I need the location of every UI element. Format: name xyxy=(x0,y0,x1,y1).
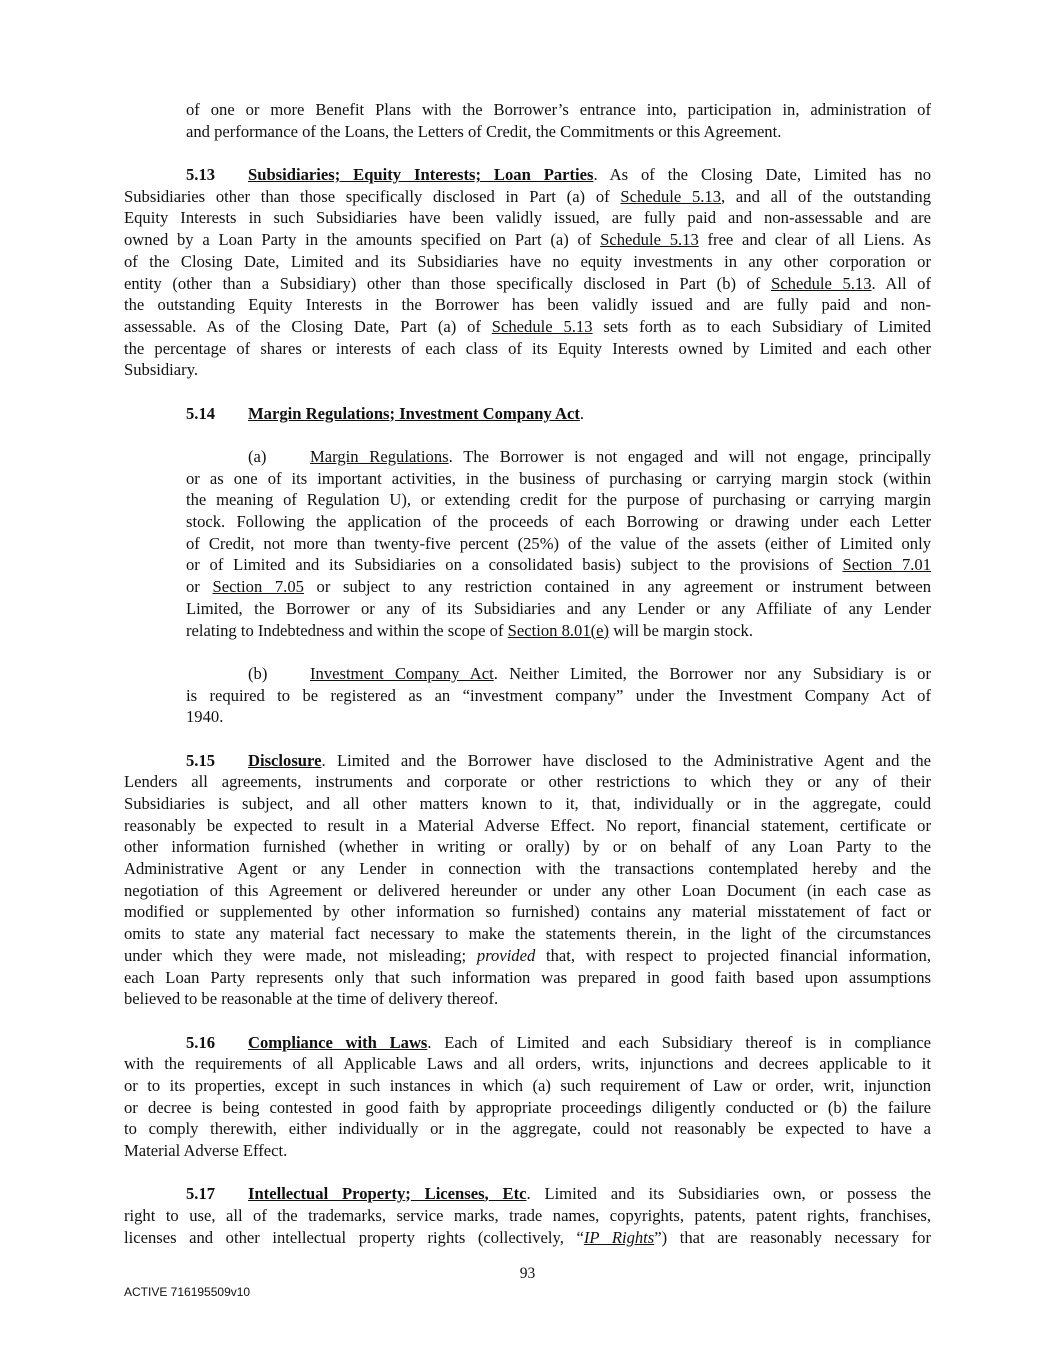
text-segment: stock. Following the application of the proceeds of each Borrowing or drawing under each Letter xyxy=(186,512,931,532)
text-segment: Subsidiaries other than those specifically disclosed in Part (a) of xyxy=(124,186,621,206)
section-513 xyxy=(124,164,931,381)
text-segment: omits to state any material fact necessary to make the statements therein, in the light of the circumstances xyxy=(124,924,931,944)
text-line xyxy=(124,836,931,858)
text-line xyxy=(124,1140,931,1162)
section-heading: Compliance with Laws xyxy=(248,1032,428,1052)
text-line xyxy=(124,945,931,967)
text-line xyxy=(186,554,931,576)
text-segment: Equity Interests in such Subsidiaries have been validly issued, are fully paid and non-assessable and are xyxy=(124,208,931,228)
text-segment: . All of xyxy=(871,273,931,293)
text-segment: sets forth as to each Subsidiary of Limited xyxy=(592,316,931,336)
text-line xyxy=(186,533,931,555)
text-line xyxy=(124,338,931,360)
text-segment: 1940. xyxy=(186,707,224,727)
section-514 xyxy=(124,403,931,425)
text-line xyxy=(186,620,931,642)
text-segment: . As of the Closing Date, Limited has no xyxy=(593,165,931,185)
text-segment: under which they were made, not misleading; xyxy=(124,945,477,965)
cross-reference: Section 7.05 xyxy=(212,577,304,597)
text-segment: reasonably be expected to result in a Material Adverse Effect. No report, financial statement, certificate or xyxy=(124,815,931,835)
text-segment: believed to be reasonable at the time of delivery thereof. xyxy=(124,989,499,1009)
text-line xyxy=(124,771,931,793)
text-segment: free and clear of all Liens. As xyxy=(698,230,932,250)
text-segment: provided xyxy=(476,945,536,965)
text-segment: the outstanding Equity Interests in the Borrower has been validly issued and are fully paid and non- xyxy=(124,295,931,315)
text-segment: of Credit, not more than twenty-five percent (25%) of the value of the assets (either of Limited only xyxy=(186,533,931,553)
text-segment: to comply therewith, either individually or in the aggregate, could not reasonably be expected to have a xyxy=(124,1119,931,1139)
section-a xyxy=(186,446,931,641)
text-segment: Administrative Agent or any Lender in connection with the transactions contemplated hereby and the xyxy=(124,859,931,879)
cross-reference: Margin Regulations xyxy=(310,447,449,466)
text-segment: Subsidiaries is subject, and all other matters known to it, that, individually or in the aggregate, could xyxy=(124,794,931,813)
text-segment: Material Adverse Effect. xyxy=(124,1141,288,1160)
cross-reference: Schedule 5.13 xyxy=(491,316,593,336)
text-line xyxy=(124,858,931,880)
text-segment: with the requirements of all Applicable Laws and all orders, writs, injunctions and decrees applicable to it xyxy=(124,1054,931,1074)
text-segment: or as one of its important activities, in the business of purchasing or carrying margin stock (within xyxy=(186,468,931,488)
section-heading: Subsidiaries; Equity Interests; Loan Parties xyxy=(248,165,594,185)
section-heading: Disclosure xyxy=(248,750,322,770)
text-line xyxy=(124,923,931,945)
text-line xyxy=(124,750,931,772)
text-line xyxy=(124,988,931,1010)
text-line xyxy=(124,207,931,229)
text-segment: or xyxy=(186,577,213,597)
section-b xyxy=(186,663,931,728)
text-line xyxy=(124,273,931,295)
section-heading: Intellectual Property xyxy=(248,1184,406,1204)
section-number: 5.17 xyxy=(186,1184,216,1204)
cross-reference: Section 8.01(e) xyxy=(507,620,610,640)
text-line xyxy=(124,1053,931,1075)
text-segment: ; xyxy=(389,403,396,423)
text-segment: will be margin stock. xyxy=(609,620,753,640)
text-segment: negotiation of this Agreement or delivered hereunder or under any other Loan Document (in each case as xyxy=(124,880,931,900)
text-segment: ; xyxy=(405,1184,411,1204)
text-segment: Subsidiary. xyxy=(124,360,199,380)
text-segment: each Loan Party represents only that such information was prepared in good faith based upon assumptions xyxy=(124,967,931,987)
section-515 xyxy=(124,750,931,1010)
text-segment: ”) that are reasonably necessary for xyxy=(654,1227,931,1247)
section-number: (b) xyxy=(248,663,268,683)
text-segment: other information furnished (whether in writing or orally) by or on behalf of any Loan Party to the xyxy=(124,837,931,857)
document-id-footer: ACTIVE 716195509v10 xyxy=(124,1285,251,1299)
text-segment: . Each of Limited and each Subsidiary thereof is in compliance xyxy=(427,1032,932,1052)
text-line xyxy=(124,880,931,902)
text-line xyxy=(186,511,931,533)
text-line xyxy=(124,294,931,316)
text-line xyxy=(124,793,931,815)
text-line xyxy=(186,706,931,728)
section-heading: Licenses xyxy=(410,1184,485,1204)
text-segment: relating to Indebtedness and within the scope of xyxy=(186,620,508,640)
text-line xyxy=(124,359,931,381)
text-segment: or of Limited and its Subsidiaries on a consolidated basis) subject to the provisions of xyxy=(186,555,843,575)
section-number: 5.13 xyxy=(186,165,216,185)
text-line xyxy=(186,663,931,685)
document-body xyxy=(124,99,931,1270)
section-number: 5.15 xyxy=(186,750,216,770)
text-line xyxy=(186,576,931,598)
text-segment: that, with respect to projected financial information, xyxy=(535,945,931,965)
text-line xyxy=(124,229,931,251)
text-line xyxy=(186,99,931,121)
text-segment: or decree is being contested in good faith by appropriate proceedings diligently conducted or (b) the failure xyxy=(124,1097,931,1117)
text-segment: entity (other than a Subsidiary) other than those specifically disclosed in Part (b) of xyxy=(124,273,772,293)
text-segment: right to use, all of the trademarks, service marks, trade names, copyrights, patents, patent rights, franchises, xyxy=(124,1206,931,1226)
text-line xyxy=(186,598,931,620)
text-segment: is required to be registered as an “investment company” under the Investment Company Act of xyxy=(186,685,931,705)
page-number: 93 xyxy=(519,1265,536,1282)
section-516 xyxy=(124,1032,931,1162)
text-segment: Lenders all agreements, instruments and corporate or other restrictions to which they or any of their xyxy=(124,772,931,792)
text-line xyxy=(124,815,931,837)
text-segment: or to its properties, except in such instances in which (a) such requirement of Law or order, writ, injunction xyxy=(124,1075,931,1095)
text-segment: . The Borrower is not engaged and will not engage, principally xyxy=(448,447,931,466)
text-segment: assessable. As of the Closing Date, Part (a) of xyxy=(124,316,492,336)
text-line xyxy=(124,316,931,338)
text-segment: or subject to any restriction contained in any agreement or instrument between xyxy=(303,577,932,597)
cross-reference: Schedule 5.13 xyxy=(771,273,872,293)
text-segment: owned by a Loan Party in the amounts specified on Part (a) of xyxy=(124,230,601,250)
text-line xyxy=(186,489,931,511)
section-number: 5.16 xyxy=(186,1032,216,1052)
section-heading: Investment Company Act xyxy=(395,403,580,423)
text-line xyxy=(186,685,931,707)
text-line xyxy=(124,1227,931,1249)
cross-reference: Investment Company Act xyxy=(310,663,494,683)
section-number: (a) xyxy=(248,447,267,466)
text-segment: licenses and other intellectual property rights (collectively, “ xyxy=(124,1227,584,1247)
cross-reference: Schedule 5.13 xyxy=(620,186,722,206)
text-line xyxy=(124,251,931,273)
text-line xyxy=(124,967,931,989)
text-segment: and performance of the Loans, the Letters of Credit, the Commitments or this Agreement. xyxy=(186,121,782,141)
section-517 xyxy=(124,1183,931,1248)
text-line xyxy=(186,121,931,143)
text-segment: . Limited and its Subsidiaries own, or possess the xyxy=(526,1184,931,1204)
text-line xyxy=(186,468,931,490)
text-segment: . Neither Limited, the Borrower nor any Subsidiary is or xyxy=(493,663,931,683)
text-segment: of the Closing Date, Limited and its Subsidiaries have no equity investments in any other corporation or xyxy=(124,251,931,271)
section-heading: Margin Regulations xyxy=(248,403,390,423)
text-segment: . Limited and the Borrower have disclosed to the Administrative Agent and the xyxy=(321,750,931,770)
text-line xyxy=(124,1075,931,1097)
text-segment: , and all of the outstanding xyxy=(721,186,931,206)
section-number: 5.14 xyxy=(186,403,216,423)
text-line xyxy=(124,901,931,923)
cross-reference: IP Rights xyxy=(583,1227,655,1247)
text-segment: modified or supplemented by other information so furnished) contains any material misstatement of fact or xyxy=(124,902,931,922)
text-line xyxy=(124,1097,931,1119)
text-segment: the percentage of shares or interests of each class of its Equity Interests owned by Limited and each other xyxy=(124,338,931,358)
text-line xyxy=(124,164,931,186)
text-segment: Limited, the Borrower or any of its Subsidiaries and any Lender or any Affiliate of any Lender xyxy=(186,598,931,618)
text-line xyxy=(186,446,931,468)
cross-reference: Schedule 5.13 xyxy=(600,230,699,250)
text-segment: . xyxy=(579,403,585,423)
text-line xyxy=(124,1032,931,1054)
text-line xyxy=(124,1183,931,1205)
text-line xyxy=(124,1205,931,1227)
text-segment: of one or more Benefit Plans with the Borrower’s entrance into, participation in, administration of xyxy=(186,100,931,119)
text-line xyxy=(124,403,931,425)
section-heading: Etc xyxy=(488,1184,527,1204)
text-segment: , xyxy=(484,1184,489,1204)
cross-reference: Section 7.01 xyxy=(842,555,932,575)
paragraph xyxy=(186,99,931,142)
text-line xyxy=(124,186,931,208)
text-segment: the meaning of Regulation U), or extending credit for the purpose of purchasing or carrying margin xyxy=(186,490,931,510)
text-line xyxy=(124,1118,931,1140)
